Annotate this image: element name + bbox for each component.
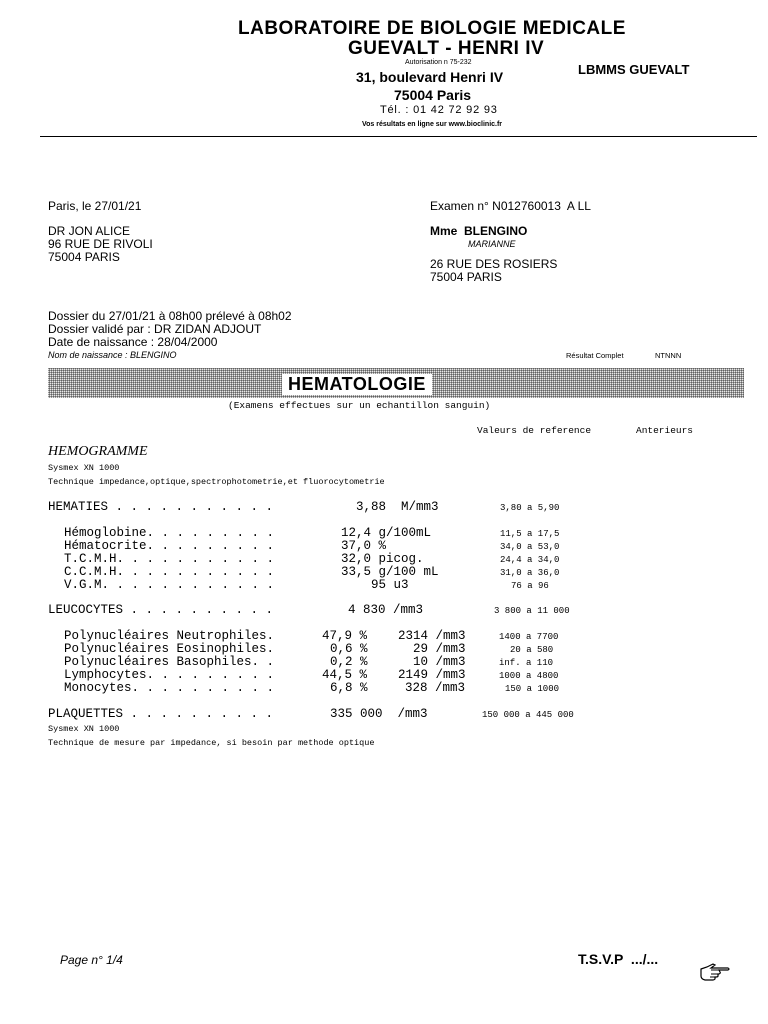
baso-abs: 10 /mm3 [413, 655, 466, 669]
hematocrite-label: Hématocrite. . . . . . . . . [64, 539, 275, 553]
birth-date: Date de naissance : 28/04/2000 [48, 335, 218, 349]
eosino-label: Polynucléaires Eosinophiles. [64, 642, 275, 656]
lympho-ref: 1000 a 4800 [499, 671, 559, 681]
vgm-value: 95 u3 [371, 578, 409, 592]
status-code: NTNNN [655, 351, 682, 360]
mono-ref: 150 a 1000 [505, 684, 560, 694]
lab-phone: Tél. : 01 42 72 92 93 [380, 104, 498, 116]
result-status: Résultat Complet [566, 351, 624, 360]
lab-title-line1: LABORATOIRE DE BIOLOGIE MEDICALE [238, 18, 626, 39]
mono-abs: 328 /mm3 [405, 681, 466, 695]
hematocrite-value: 37,0 % [341, 539, 387, 553]
leucocytes-ref: 3 800 a 11 000 [494, 606, 570, 616]
hematies-value: 3,88 M/mm3 [356, 500, 439, 514]
patient-firstname: MARIANNE [468, 239, 516, 249]
doctor-name: DR JON ALICE [48, 224, 131, 238]
eosino-ref: 20 a 580 [510, 645, 554, 655]
tsvp-note: T.S.V.P .../... [578, 951, 659, 967]
leucocytes-label: LEUCOCYTES . . . . . . . . . . [48, 603, 274, 617]
col-reference: Valeurs de reference [477, 425, 592, 436]
hemoglobine-value: 12,4 g/100mL [341, 526, 432, 540]
hemogramme-technique: Technique impedance,optique,spectrophotometrie,et fluorocytometrie [48, 477, 385, 487]
tcmh-value: 32,0 picog. [341, 552, 424, 566]
plaquettes-label: PLAQUETTES . . . . . . . . . . [48, 707, 274, 721]
plaquettes-technique: Technique de mesure par impedance, si besoin par methode optique [48, 738, 375, 748]
hematocrite-ref: 34,0 a 53,0 [500, 542, 560, 552]
neutro-pct: 47,9 % [322, 629, 368, 643]
dossier-validated: Dossier validé par : DR ZIDAN ADJOUT [48, 322, 262, 336]
patient-city: 75004 PARIS [430, 270, 502, 284]
hematies-label: HEMATIES . . . . . . . . . . . [48, 500, 274, 514]
hemoglobine-label: Hémoglobine. . . . . . . . . [64, 526, 275, 540]
section-subtitle: (Examens effectues sur un echantillon sanguin) [228, 400, 491, 411]
ccmh-ref: 31,0 a 36,0 [500, 568, 560, 578]
doctor-city: 75004 PARIS [48, 250, 120, 264]
birth-name: Nom de naissance : BLENGINO [48, 350, 177, 360]
tcmh-ref: 24,4 a 34,0 [500, 555, 560, 565]
hematies-ref: 3,80 a 5,90 [500, 503, 560, 513]
patient-name: Mme BLENGINO [430, 224, 528, 238]
hemogramme-title: HEMOGRAMME [48, 444, 148, 459]
hemogramme-device: Sysmex XN 1000 [48, 463, 120, 473]
ccmh-label: C.C.M.H. . . . . . . . . . . [64, 565, 275, 579]
place-date: Paris, le 27/01/21 [48, 199, 142, 213]
dossier-date: Dossier du 27/01/21 à 08h00 prélevé à 08h02 [48, 309, 292, 323]
eosino-abs: 29 /mm3 [413, 642, 466, 656]
patient-street: 26 RUE DES ROSIERS [430, 257, 558, 271]
baso-label: Polynucléaires Basophiles. . [64, 655, 275, 669]
lympho-abs: 2149 /mm3 [398, 668, 466, 682]
section-title: HEMATOLOGIE [282, 374, 432, 395]
lab-title-line2: GUEVALT - HENRI IV [348, 38, 545, 59]
vgm-ref: 76 a 96 [511, 581, 549, 591]
baso-pct: 0,2 % [330, 655, 368, 669]
neutro-ref: 1400 a 7700 [499, 632, 559, 642]
plaquettes-ref: 150 000 a 445 000 [482, 710, 574, 720]
lab-address-city: 75004 Paris [394, 87, 472, 103]
tcmh-label: T.C.M.H. . . . . . . . . . . [64, 552, 275, 566]
baso-ref: inf. a 110 [499, 658, 554, 668]
col-previous: Anterieurs [636, 425, 694, 436]
plaquettes-value: 335 000 /mm3 [330, 707, 428, 721]
header-divider [40, 136, 757, 137]
lympho-label: Lymphocytes. . . . . . . . . [64, 668, 275, 682]
lab-address-street: 31, boulevard Henri IV [356, 69, 504, 85]
ccmh-value: 33,5 g/100 mL [341, 565, 439, 579]
mono-label: Monocytes. . . . . . . . . . [64, 681, 275, 695]
neutro-abs: 2314 /mm3 [398, 629, 466, 643]
lab-code: LBMMS GUEVALT [578, 62, 690, 77]
eosino-pct: 0,6 % [330, 642, 368, 656]
exam-number: Examen n° N012760013 A LL [430, 199, 591, 213]
pointing-hand-icon [690, 942, 722, 964]
page-number: Page n° 1/4 [60, 953, 123, 967]
vgm-label: V.G.M. . . . . . . . . . . . [64, 578, 275, 592]
doctor-street: 96 RUE DE RIVOLI [48, 237, 153, 251]
leucocytes-value: 4 830 /mm3 [348, 603, 424, 617]
hemoglobine-ref: 11,5 a 17,5 [500, 529, 560, 539]
plaquettes-device: Sysmex XN 1000 [48, 724, 120, 734]
mono-pct: 6,8 % [330, 681, 368, 695]
online-results: Vos résultats en ligne sur www.bioclinic.fr [362, 121, 503, 128]
authorisation-number: Autorisation n 75-232 [405, 59, 472, 66]
neutro-label: Polynucléaires Neutrophiles. [64, 629, 275, 643]
lympho-pct: 44,5 % [322, 668, 368, 682]
